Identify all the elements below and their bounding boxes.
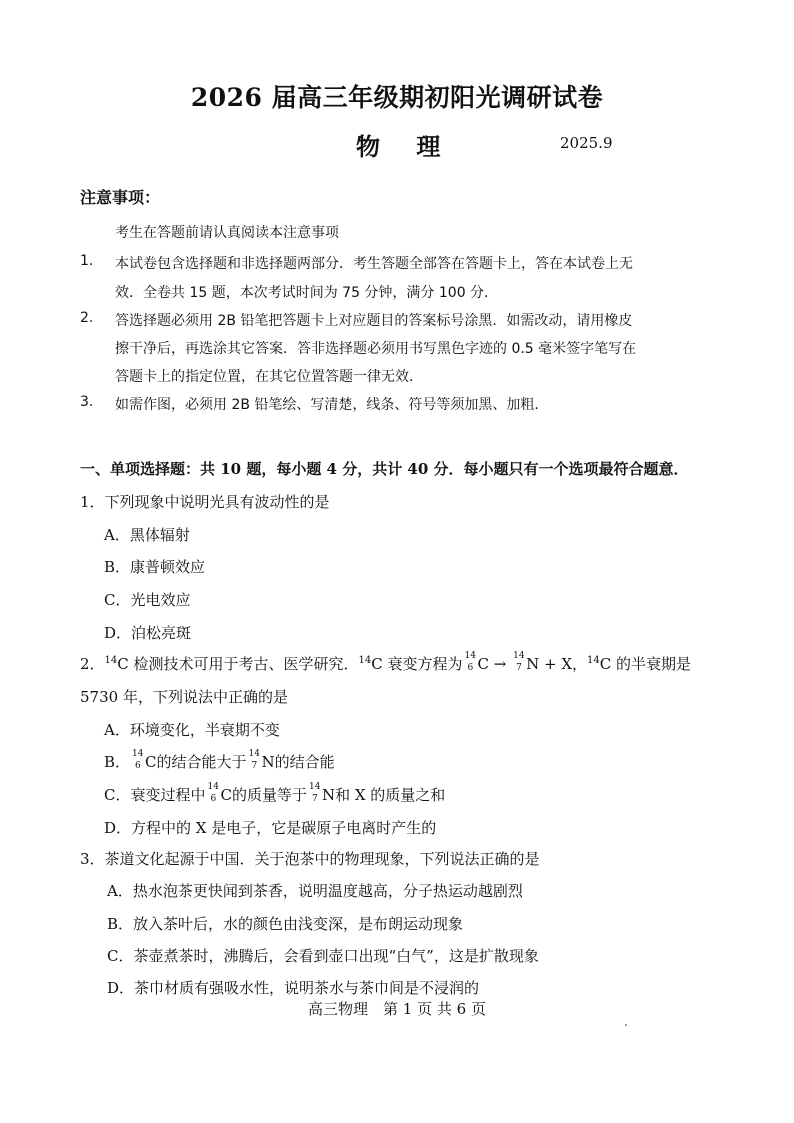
notice-item-number: 3. bbox=[80, 394, 94, 410]
section-heading: 一、单项选择题：共 10 题，每小题 4 分，共计 40 分．每小题只有一个选项最符合题意． bbox=[80, 460, 689, 478]
stem-text: C 检测技术可用于考古、医学研究． bbox=[117, 655, 359, 673]
question-3-option-a: A．热水泡茶更快闻到茶香，说明温度越高，分子热运动越剧烈 bbox=[107, 882, 523, 900]
option-text: N和 X 的质量之和 bbox=[321, 786, 446, 804]
question-2-option-c bbox=[104, 784, 445, 805]
nuclide-n14: 14 7 bbox=[248, 749, 260, 771]
notice-item-line: 如需作图，必须用 2B 铅笔绘、写清楚，线条、符号等须加黑、加粗． bbox=[115, 397, 549, 413]
nuclide-c14: 14 6 bbox=[132, 749, 144, 771]
mass-number: 14 bbox=[587, 655, 600, 666]
notice-heading: 注意事项： bbox=[80, 188, 161, 207]
exam-date: 2025.9 bbox=[560, 134, 613, 152]
exam-title: 2026 届高三年级期初阳光调研试卷 bbox=[190, 83, 604, 112]
question-3-option-b: B．放入茶叶后，水的颜色由浅变深，是布朗运动现象 bbox=[107, 915, 464, 933]
question-1-option-d: D．泊松亮斑 bbox=[104, 624, 192, 642]
notice-item-line: 效．全卷共 15 题，本次考试时间为 75 分钟，满分 100 分． bbox=[115, 285, 499, 301]
question-2-stem-line2: 5730 年，下列说法中正确的是 bbox=[80, 688, 288, 706]
notice-item-line: 答题卡上的指定位置，在其它位置答题一律无效． bbox=[115, 369, 423, 385]
subject-label: 物 理 bbox=[356, 132, 455, 161]
question-1-option-a: A．黑体辐射 bbox=[104, 526, 190, 544]
question-2-stem bbox=[80, 653, 691, 674]
mass-number: 14 bbox=[104, 655, 118, 666]
scan-speck bbox=[625, 1024, 627, 1026]
question-3-option-d: D．茶巾材质有强吸水性，说明茶水与茶巾间是不浸润的 bbox=[107, 979, 480, 997]
nuclide-n14: 14 7 bbox=[513, 651, 525, 673]
nuclide-c14: 14 6 bbox=[207, 782, 219, 804]
question-2-option-a: A．环境变化，半衰期不变 bbox=[104, 721, 280, 739]
option-text: B． bbox=[104, 753, 131, 771]
option-text: N的结合能 bbox=[261, 753, 335, 771]
stem-text: C 衰变方程为 bbox=[371, 655, 463, 673]
nuclide-n14: 14 7 bbox=[308, 782, 321, 804]
option-text: C．衰变过程中 bbox=[104, 786, 206, 804]
question-2-option-b bbox=[104, 751, 335, 772]
question-3-option-c: C．茶壶煮茶时，沸腾后，会看到壶口出现“白气”，这是扩散现象 bbox=[107, 947, 539, 965]
mass-number: 14 bbox=[358, 655, 372, 666]
notice-item-number: 1. bbox=[80, 253, 94, 269]
notice-item-line: 本试卷包含选择题和非选择题两部分．考生答题全部答在答题卡上，答在本试卷上无 bbox=[115, 256, 633, 272]
notice-intro: 考生在答题前请认真阅读本注意事项 bbox=[115, 225, 339, 241]
notice-item-number: 2. bbox=[80, 310, 94, 326]
question-2-option-d: D．方程中的 X 是电子，它是碳原子电离时产生的 bbox=[104, 819, 437, 837]
nuclide-c14: 14 6 bbox=[464, 651, 476, 673]
stem-text: C → bbox=[477, 655, 512, 673]
stem-text: 2． bbox=[80, 655, 105, 673]
stem-text: C 的半衰期是 bbox=[599, 655, 692, 673]
question-1-stem: 1．下列现象中说明光具有波动性的是 bbox=[80, 493, 330, 511]
notice-item-line: 答选择题必须用 2B 铅笔把答题卡上对应题目的答案标号涂黑．如需改动，请用橡皮 bbox=[115, 313, 633, 329]
notice-item-line: 擦干净后，再选涂其它答案．答非选择题必须用书写黑色字迹的 0.5 毫米签字笔写在 bbox=[115, 341, 637, 357]
option-text: C的质量等于 bbox=[220, 786, 307, 804]
stem-text: N + X， bbox=[526, 655, 588, 673]
question-1-option-c: C．光电效应 bbox=[104, 591, 191, 609]
question-3-stem: 3．茶道文化起源于中国．关于泡茶中的物理现象，下列说法正确的是 bbox=[80, 850, 540, 868]
page-footer: 高三物理 第 1 页 共 6 页 bbox=[308, 1000, 486, 1018]
question-1-option-b: B．康普顿效应 bbox=[104, 558, 206, 576]
option-text: C的结合能大于 bbox=[145, 753, 247, 771]
